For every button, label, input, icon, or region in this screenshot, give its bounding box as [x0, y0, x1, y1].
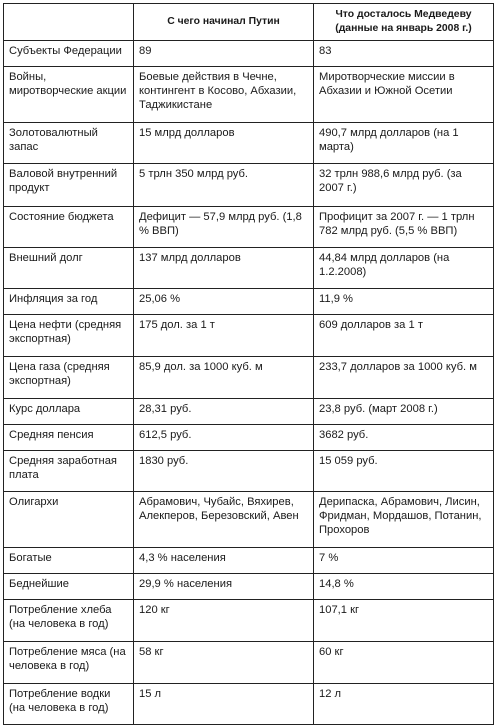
- putin-value: 28,31 руб.: [134, 399, 314, 425]
- medvedev-value: 12 л: [314, 683, 494, 724]
- table-row: [4, 122, 494, 163]
- putin-value: 120 кг: [134, 599, 314, 641]
- table-row: [4, 547, 494, 573]
- row-label: Субъекты Федерации: [4, 41, 134, 67]
- header-row: [4, 4, 494, 41]
- putin-value: 58 кг: [134, 642, 314, 683]
- table-row: [4, 599, 494, 641]
- header-empty-cell: [4, 4, 134, 41]
- medvedev-value: 60 кг: [314, 642, 494, 683]
- putin-value: 15 млрд долларов: [134, 122, 314, 163]
- table-row: [4, 492, 494, 548]
- putin-value: 15 л: [134, 683, 314, 724]
- medvedev-value: Дерипаска, Абрамович, Лисин, Фридман, Мордашов, Потанин, Прохоров: [314, 492, 494, 548]
- row-label: Курс доллара: [4, 399, 134, 425]
- row-label: Средняя заработная плата: [4, 450, 134, 491]
- table-row: [4, 450, 494, 491]
- row-label: Беднейшие: [4, 573, 134, 599]
- putin-value: 612,5 руб.: [134, 424, 314, 450]
- table-row: [4, 206, 494, 247]
- medvedev-value: Профицит за 2007 г. — 1 трлн 782 млрд руб. (5,5 % ВВП): [314, 206, 494, 247]
- row-label: Потребление водки (на человека в год): [4, 683, 134, 724]
- table-row: [4, 164, 494, 206]
- table-row: [4, 66, 494, 122]
- table-row: [4, 247, 494, 288]
- medvedev-value: 7 %: [314, 547, 494, 573]
- row-label: Внешний долг: [4, 247, 134, 288]
- row-label: Цена нефти (средняя экспортная): [4, 315, 134, 356]
- putin-value: 5 трлн 350 млрд руб.: [134, 164, 314, 206]
- row-label: Войны, миротворческие акции: [4, 66, 134, 122]
- row-label: Потребление хлеба (на человека в год): [4, 599, 134, 641]
- medvedev-value: 15 059 руб.: [314, 450, 494, 491]
- medvedev-value: 23,8 руб. (март 2008 г.): [314, 399, 494, 425]
- row-label: Золотовалютный запас: [4, 122, 134, 163]
- table-row: [4, 573, 494, 599]
- putin-value: 89: [134, 41, 314, 67]
- putin-value: 25,06 %: [134, 289, 314, 315]
- putin-value: Боевые действия в Чечне, контингент в Косово, Абхазии, Таджикистане: [134, 66, 314, 122]
- table-row: [4, 41, 494, 67]
- medvedev-value: 14,8 %: [314, 573, 494, 599]
- header-putin: С чего начинал Путин: [134, 4, 314, 41]
- putin-value: 1830 руб.: [134, 450, 314, 491]
- medvedev-value: Миротворческие миссии в Абхазии и Южной Осетии: [314, 66, 494, 122]
- putin-value: Абрамович, Чубайс, Вяхирев, Алекперов, Березовский, Авен: [134, 492, 314, 548]
- medvedev-value: 83: [314, 41, 494, 67]
- medvedev-value: 32 трлн 988,6 млрд руб. (за 2007 г.): [314, 164, 494, 206]
- comparison-table: [3, 3, 494, 725]
- table-row: [4, 315, 494, 356]
- row-label: Состояние бюджета: [4, 206, 134, 247]
- medvedev-value: 44,84 млрд долларов (на 1.2.2008): [314, 247, 494, 288]
- putin-value: 4,3 % населения: [134, 547, 314, 573]
- putin-value: 29,9 % населения: [134, 573, 314, 599]
- table-row: [4, 424, 494, 450]
- row-label: Потребление мяса (на человека в год): [4, 642, 134, 683]
- row-label: Богатые: [4, 547, 134, 573]
- row-label: Средняя пенсия: [4, 424, 134, 450]
- medvedev-value: 609 долларов за 1 т: [314, 315, 494, 356]
- row-label: Цена газа (средняя экспортная): [4, 356, 134, 398]
- putin-value: 175 дол. за 1 т: [134, 315, 314, 356]
- medvedev-value: 11,9 %: [314, 289, 494, 315]
- medvedev-value: 107,1 кг: [314, 599, 494, 641]
- table-row: [4, 683, 494, 724]
- table-row: [4, 356, 494, 398]
- medvedev-value: 233,7 долларов за 1000 куб. м: [314, 356, 494, 398]
- putin-value: 85,9 дол. за 1000 куб. м: [134, 356, 314, 398]
- putin-value: 137 млрд долларов: [134, 247, 314, 288]
- medvedev-value: 490,7 млрд долларов (на 1 марта): [314, 122, 494, 163]
- table-row: [4, 399, 494, 425]
- row-label: Инфляция за год: [4, 289, 134, 315]
- putin-value: Дефицит — 57,9 млрд руб. (1,8 % ВВП): [134, 206, 314, 247]
- medvedev-value: 3682 руб.: [314, 424, 494, 450]
- row-label: Олигархи: [4, 492, 134, 548]
- header-medvedev: Что досталось Медведеву (данные на январь 2008 г.): [314, 4, 494, 41]
- table-row: [4, 289, 494, 315]
- table-row: [4, 642, 494, 683]
- row-label: Валовой внутренний продукт: [4, 164, 134, 206]
